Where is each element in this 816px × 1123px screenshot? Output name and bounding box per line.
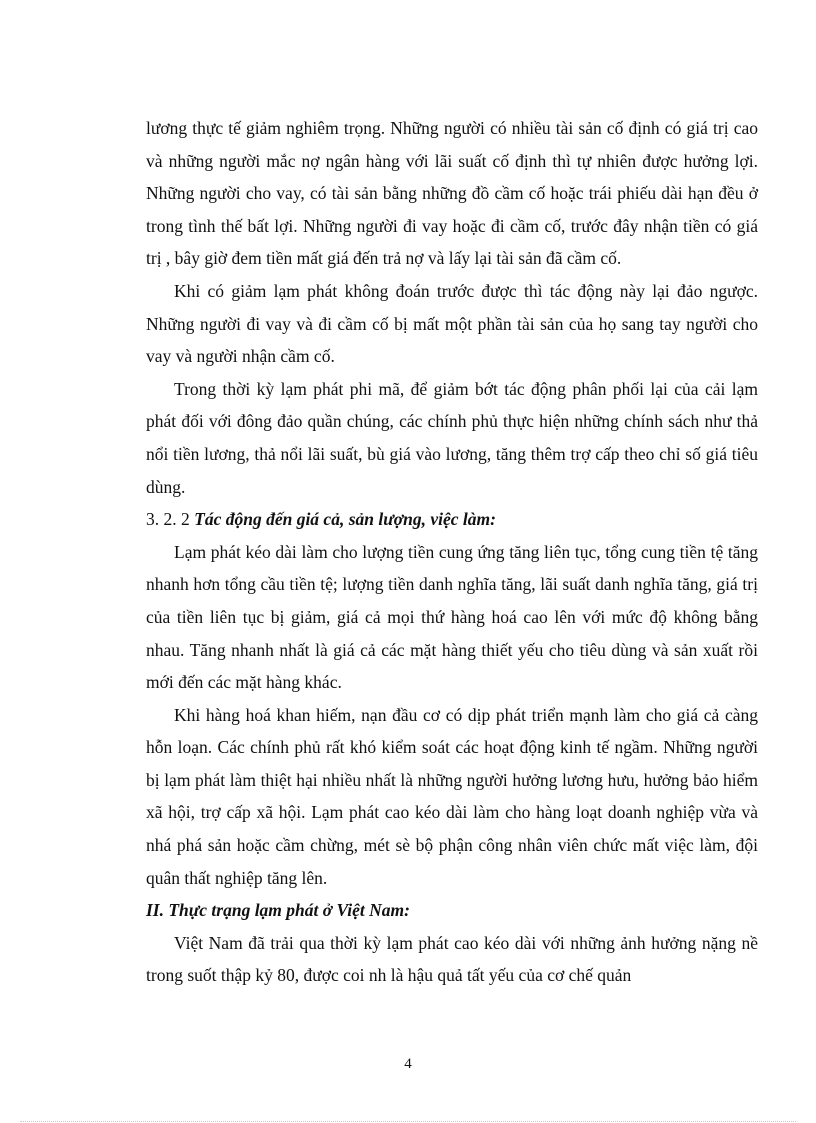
subsection-number: 3. 2. 2 — [146, 509, 190, 530]
subsection-heading — [146, 503, 758, 536]
paragraph: Khi hàng hoá khan hiếm, nạn đầu cơ có dịp phát triển mạnh làm cho giá cả càng hỗn loạn. Các chính phủ rất khó kiểm soát các hoạt động kinh tế ngầm. Những người bị lạm phát làm thiệt hại nhiều nhất là những người hưởng lương hưu, hưởng bảo hiểm xã hội, trợ cấp xã hội. Lạm phát cao kéo dài làm cho hàng loạt doanh nghiệp vừa và nhá phá sản hoặc cầm chừng, mét sè bộ phận công nhân viên chức mất việc làm, đội quân thất nghiệp tăng lên. — [146, 704, 758, 888]
paragraph: Việt Nam đã trải qua thời kỳ lạm phát cao kéo dài với những ảnh hưởng nặng nề trong suốt thập kỷ 80, được coi nh là hậu quả tất yếu của cơ chế quản — [146, 932, 758, 986]
subsection-title: Tác động đến giá cả, sản lượng, việc làm: — [194, 509, 496, 530]
page-number: 4 — [404, 1056, 412, 1072]
paragraph: Trong thời kỳ lạm phát phi mã, để giảm bớt tác động phân phối lại của cải lạm phát đối với đông đảo quần chúng, các chính phủ thực hiện những chính sách như thả nổi tiền lương, thả nổi lãi suất, bù giá vào lương, tăng thêm trợ cấp theo chỉ số giá tiêu dùng. — [146, 378, 758, 497]
section-heading: II. Thực trạng lạm phát ở Việt Nam: — [146, 900, 410, 921]
page-body — [146, 112, 758, 992]
paragraph: Khi có giảm lạm phát không đoán trước được thì tác động này lại đảo ngược. Những người đi vay và đi cầm cố bị mất một phần tài sản của họ sang tay người cho vay và người nhận cầm cố. — [146, 280, 758, 367]
paragraph-continued: lương thực tế giảm nghiêm trọng. Những người có nhiều tài sản cố định có giá trị cao và những người mắc nợ ngân hàng với lãi suất cố định thì tự nhiên được hưởng lợi. Những người cho vay, có tài sản bằng những đồ cầm cố hoặc trái phiếu dài hạn đều ở trong tình thế bất lợi. Những người đi vay hoặc đi cầm cố, trước đây nhận tiền có giá trị , bây giờ đem tiền mất giá đến trả nợ và lấy lại tài sản đã cầm cố. — [146, 118, 758, 269]
page-bottom-divider — [20, 1121, 796, 1122]
paragraph: Lạm phát kéo dài làm cho lượng tiền cung ứng tăng liên tục, tổng cung tiền tệ tăng nhanh hơn tổng cầu tiền tệ; lượng tiền danh nghĩa tăng, lãi suất danh nghĩa tăng, giá trị của tiền liên tục bị giảm, giá cả mọi thứ hàng hoá cao lên với mức độ không bằng nhau. Tăng nhanh nhất là giá cả các mặt hàng thiết yếu cho tiêu dùng và sản xuất rồi mới đến các mặt hàng khác. — [146, 541, 758, 693]
